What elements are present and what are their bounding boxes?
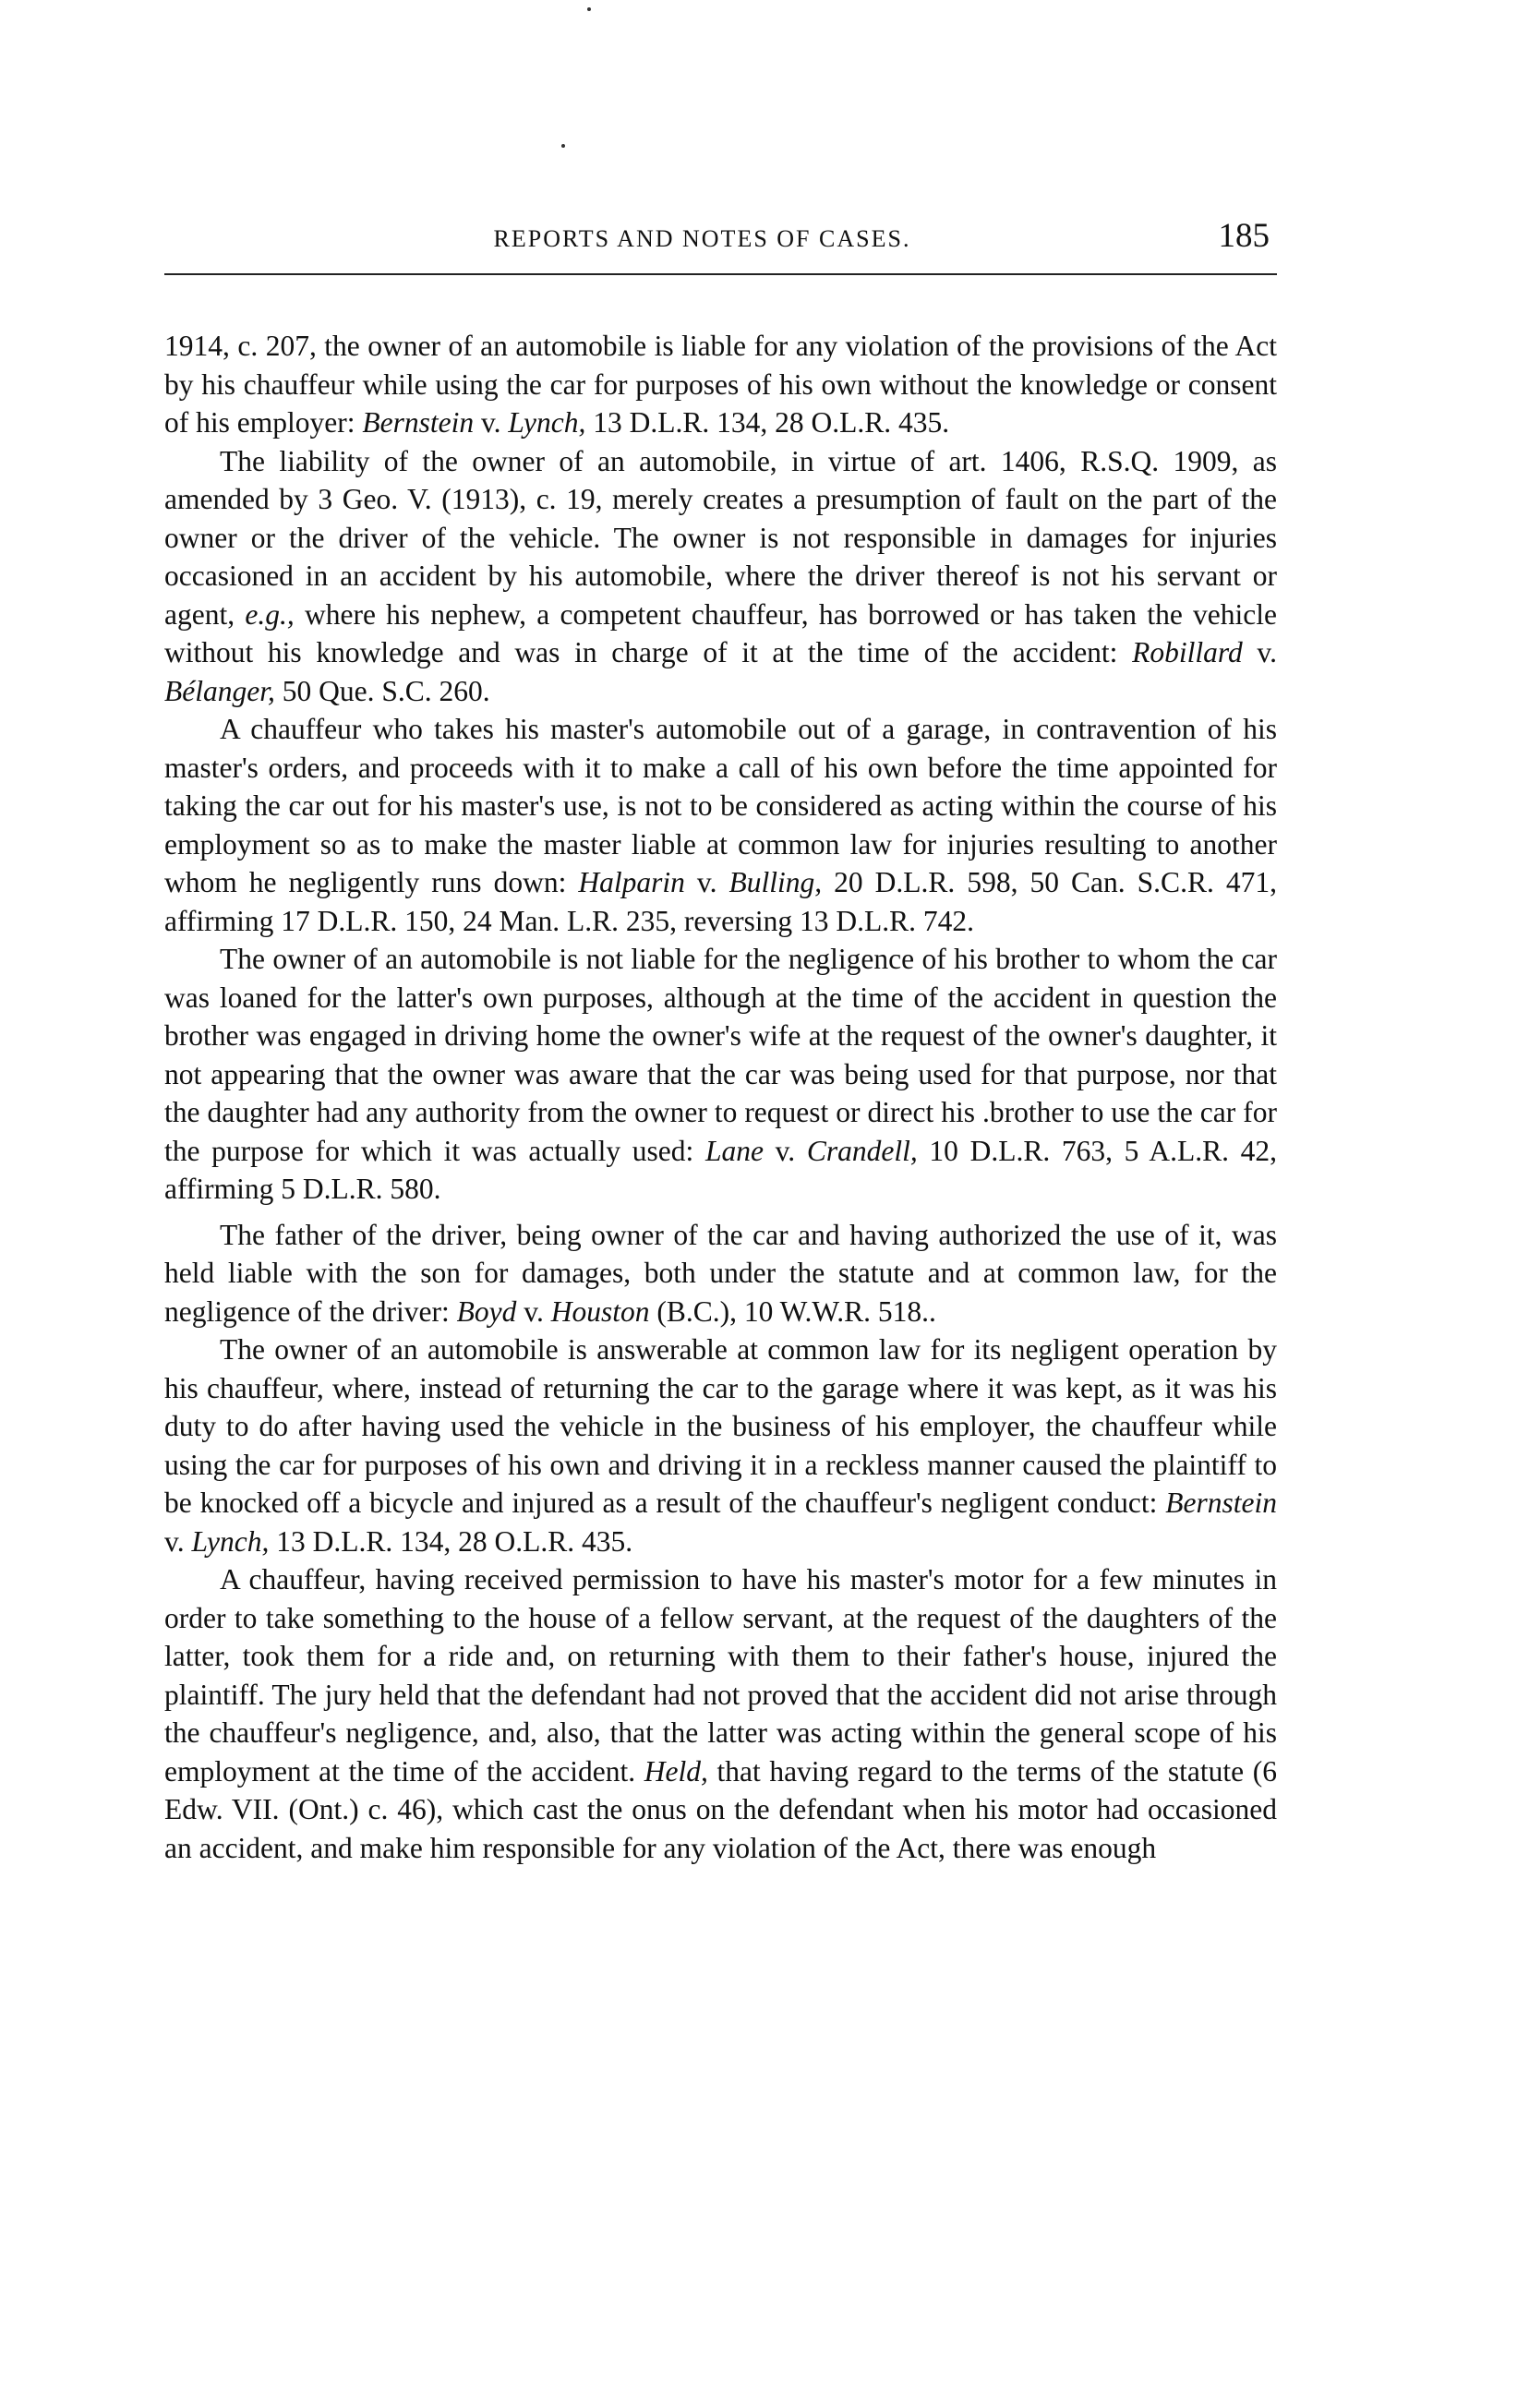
- paragraph: [164, 710, 1277, 940]
- citation: 10 D.L.R. 763, 5 A.L.R. 42, affirming 5 D.L.R. 580.: [164, 1134, 1278, 1205]
- case-name-plaintiff: Boyd: [456, 1294, 517, 1328]
- text-run: A chauffeur who takes his master's automobile out of a garage, in contravention of his master's orders, and proceeds with it to make a call of his own before the time appointed for taking the car out for his master's use, is not to be considered as acting within the course of his employment so as to make the master liable at common law for injuries resulting to another whom he negligently runs down:: [164, 713, 1277, 898]
- paragraph: [164, 327, 1277, 442]
- text-run: v.: [474, 406, 509, 439]
- case-name-defendant: Crandell,: [806, 1134, 918, 1167]
- held-term: Held,: [644, 1754, 708, 1788]
- text-run: v.: [164, 1524, 192, 1558]
- paragraph: [164, 442, 1277, 711]
- case-name-defendant: Bulling,: [728, 866, 823, 898]
- case-name-plaintiff: Robillard: [1132, 636, 1243, 668]
- citation: 50 Que. S.C. 260.: [274, 674, 490, 707]
- case-name-plaintiff: Lane: [704, 1134, 764, 1167]
- body-text: [164, 327, 1277, 1867]
- text-run: The owner of an automobile is answerable at common law for its negligent operation by his chauffeur, where, instead of returning the car to the garage where it was kept, as it was his duty to do after having used the vehicle in the business of his employer, the chauffeur while using the car for purposes of his own and driving it in a reckless manner caused the plaintiff to be knocked off a bicycle and injured as a result of the chauffeur's negligent conduct:: [164, 1333, 1277, 1519]
- text-run: v.: [516, 1294, 551, 1328]
- abbreviation: e.g.,: [245, 597, 295, 631]
- text-run: where his nephew, a competent chauffeur, has borrowed or has taken the vehicle without his knowledge and was in charge of it at the time of the accident:: [164, 597, 1278, 668]
- paragraph: [164, 1330, 1277, 1560]
- citation: (B.C.), 10 W.W.R. 518..: [649, 1294, 936, 1328]
- text-run: v.: [763, 1134, 807, 1167]
- citation: 20 D.L.R. 598, 50 Can. S.C.R. 471, affirming 17 D.L.R. 150, 24 Man. L.R. 235, reversing 13 D.L.R. 742.: [164, 866, 1277, 937]
- citation: 13 D.L.R. 134, 28 O.L.R. 435.: [585, 406, 950, 439]
- paragraph: [164, 1216, 1277, 1331]
- text-run: The father of the driver, being owner of the car and having authorized the use of it, was held liable with the son for damages, both under the statute and at common law, for the negligence of the driver:: [164, 1218, 1277, 1328]
- page-number: 185: [1218, 217, 1270, 255]
- text-run: v.: [684, 866, 729, 898]
- paragraph: [164, 1560, 1277, 1867]
- text-run: that having regard to the terms of the statute (6 Edw. VII. (Ont.) c. 46), which cast the onus on the defendant when his motor had occasioned an accident, and make him responsible for any violation of the Act, there was enough: [164, 1754, 1277, 1864]
- case-name-defendant: Houston: [550, 1294, 650, 1328]
- scan-speck: [587, 7, 591, 11]
- case-name-defendant: Lynch,: [191, 1524, 270, 1558]
- case-name-defendant: Bélanger,: [164, 674, 275, 707]
- case-name-defendant: Lynch,: [508, 406, 586, 439]
- case-name-plaintiff: Bernstein: [362, 406, 475, 439]
- text-run: v.: [1242, 636, 1277, 668]
- text-run: 1914, c. 207, the owner of an automobile is liable for any violation of the provisions of the Act by his chauffeur while using the car for purposes of his own without the knowledge or consent of his employer:: [164, 330, 1277, 439]
- text-run: The owner of an automobile is not liable for the negligence of his brother to whom the car was loaned for the latter's own purposes, although at the time of the accident in question the brother was engaged in driving home the owner's wife at the request of the owner's daughter, it not appearing that the owner was aware that the car was being used for that purpose, nor that the daughter had any authority from the owner to request or direct his .brother to use the car for the purpose for which it was actually used:: [164, 943, 1277, 1167]
- text-run: The liability of the owner of an automobile, in virtue of art. 1406, R.S.Q. 1909, as amended by 3 Geo. V. (1913), c. 19, merely creates a presumption of fault on the part of the owner or the driver of the vehicle. The owner is not responsible in damages for injuries occasioned in an accident by his automobile, where the driver thereof is not his servant or agent,: [164, 444, 1277, 631]
- header-rule: [164, 273, 1277, 275]
- running-head: REPORTS AND NOTES OF CASES.: [493, 225, 911, 252]
- paragraph: [164, 940, 1277, 1209]
- page-header: [164, 218, 1277, 273]
- citation: 13 D.L.R. 134, 28 O.L.R. 435.: [269, 1524, 633, 1558]
- text-run: A chauffeur, having received permission to have his master's motor for a few minutes in order to take something to the house of a fellow servant, at the request of the daughters of the latter, took them for a ride and, on returning with them to their father's house, injured the plaintiff. The jury held that the defendant had not proved that the accident did not arise through the chauffeur's negligence, and, also, that the latter was acting within the general scope of his employment at the time of the accident.: [164, 1563, 1277, 1788]
- case-name-plaintiff: Halparin: [578, 866, 685, 898]
- case-name-plaintiff: Bernstein: [1165, 1487, 1277, 1519]
- scan-speck: [561, 144, 565, 148]
